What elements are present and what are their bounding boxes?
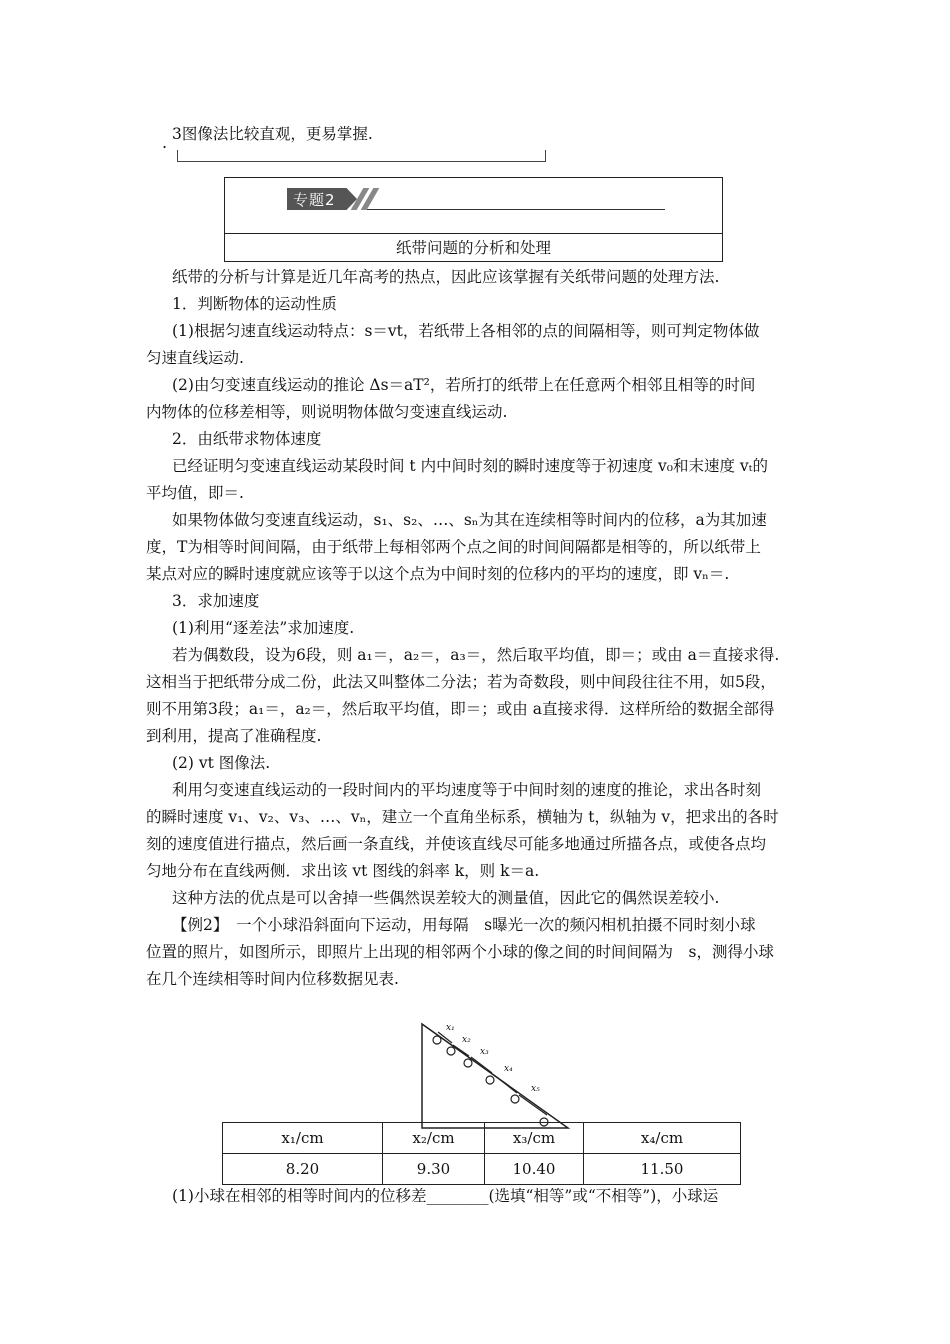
paragraph-line: 到利用，提高了准确程度. — [146, 727, 322, 745]
heading-line: 3．求加速度 — [172, 592, 260, 610]
label-x5: x₅ — [531, 1084, 540, 1094]
section-title: 纸带问题的分析和处理 — [395, 239, 551, 257]
paragraph-line: 平均值，即＝. — [146, 484, 244, 502]
ball-position — [433, 1036, 441, 1044]
paragraph-line: (1)根据匀速直线运动特点：s＝vt，若纸带上各相邻的点的间隔相等，则可判定物体做 — [172, 322, 760, 340]
paragraph-line: 纸带的分析与计算是近几年高考的热点，因此应该掌握有关纸带问题的处理方法. — [172, 268, 720, 286]
bullet-dot: . — [162, 133, 168, 152]
paragraph-line: 刻的速度值进行描点，然后画一条直线，并使该直线尽可能多地通过所描各点，或使各点均 — [146, 835, 767, 853]
paragraph-line: 内物体的位移差相等，则说明物体做匀变速直线运动. — [146, 403, 508, 421]
example-line: 位置的照片，如图所示，即照片上出现的相邻两个小球的像之间的时间间隔为 s，测得小球 — [146, 943, 774, 961]
table-cell: 10.40 — [485, 1154, 584, 1185]
table-cell: 8.20 — [223, 1154, 383, 1185]
paragraph-line: 已经证明匀变速直线运动某段时间 t 内中间时刻的瞬时速度等于初速度 v₀和末速度 vₜ的 — [172, 457, 768, 475]
paragraph-line: 某点对应的瞬时速度就应该等于以这个点为中间时刻的位移内的平均的速度，即 vₙ＝. — [146, 565, 730, 583]
label-x2: x₂ — [462, 1035, 471, 1045]
table-header: x₂/cm — [383, 1123, 485, 1154]
table-header: x₃/cm — [485, 1123, 584, 1154]
paragraph-line: (1)利用“逐差法”求加速度. — [172, 619, 355, 637]
paragraph-line: 这相当于把纸带分成二份，此法又叫整体二分法；若为奇数段，则中间段往往不用，如5段， — [146, 673, 776, 691]
displacement-table — [222, 1122, 741, 1185]
paragraph-line: 利用匀变速直线运动的一段时间内的平均速度等于中间时刻的速度的推论，求出各时刻 — [172, 781, 762, 799]
paragraph-line: 匀地分布在直线两侧．求出该 vt 图线的斜率 k，则 k＝a. — [146, 862, 540, 880]
table-header: x₄/cm — [584, 1123, 741, 1154]
example-line: 【例2】 一个小球沿斜面向下运动，用每隔 s曝光一次的频闪相机拍摄不同时刻小球 — [172, 916, 756, 934]
intro-line: 3图像法比较直观，更易掌握. — [172, 125, 373, 143]
ball-position — [486, 1076, 494, 1084]
ball-position — [464, 1059, 472, 1067]
example-line: 在几个连续相等时间内位移数据见表. — [146, 970, 399, 988]
paragraph-line: 若为偶数段，设为6段，则 a₁＝，a₂＝，a₃＝，然后取平均值，即＝；或由 a＝直接求得. — [172, 646, 780, 664]
table-cell: 9.30 — [383, 1154, 485, 1185]
paragraph-line: (2) vt 图像法. — [172, 754, 271, 772]
paragraph-line: 度，T为相等时间间隔，由于纸带上每相邻两个点之间的时间间隔都是相等的，所以纸带上 — [146, 538, 761, 556]
ball-position — [447, 1047, 455, 1055]
paragraph-line: 如果物体做匀变速直线运动，s₁、s₂、…、sₙ为其在连续相等时间内的位移，a为其加速 — [172, 511, 767, 529]
paragraph-line: 匀速直线运动. — [146, 349, 244, 367]
paragraph-line: 则不用第3段；a₁＝，a₂＝，然后取平均值，即＝；或由 a直接求得．这样所给的数据全部得 — [146, 700, 775, 718]
table-header: x₁/cm — [223, 1123, 383, 1154]
label-x1: x₁ — [446, 1023, 455, 1033]
section-tag — [287, 188, 367, 210]
section-tag-label: 专题2 — [293, 191, 336, 209]
label-x4: x₄ — [504, 1064, 513, 1074]
heading-line: 2．由纸带求物体速度 — [172, 430, 322, 448]
ball-position — [511, 1095, 519, 1103]
bracket-divider — [177, 150, 546, 162]
incline-figure — [416, 1016, 576, 1131]
paragraph-line: 的瞬时速度 v₁、v₂、v₃、…、vₙ，建立一个直角坐标系，横轴为 t，纵轴为 v，把求出的各时 — [146, 808, 779, 826]
question-line: (1)小球在相邻的相等时间内的位移差________(选填“相等”或“不相等”)，小球运 — [172, 1187, 719, 1205]
heading-line: 1．判断物体的运动性质 — [172, 295, 337, 313]
paragraph-line: 这种方法的优点是可以舍掉一些偶然误差较大的测量值，因此它的偶然误差较小. — [172, 889, 720, 907]
label-x3: x₃ — [480, 1047, 489, 1057]
section-header-box — [224, 177, 723, 262]
paragraph-line: (2)由匀变速直线运动的推论 Δs＝aT²，若所打的纸带上在任意两个相邻且相等的时间 — [172, 376, 756, 394]
table-cell: 11.50 — [584, 1154, 741, 1185]
section-rule — [367, 209, 665, 210]
